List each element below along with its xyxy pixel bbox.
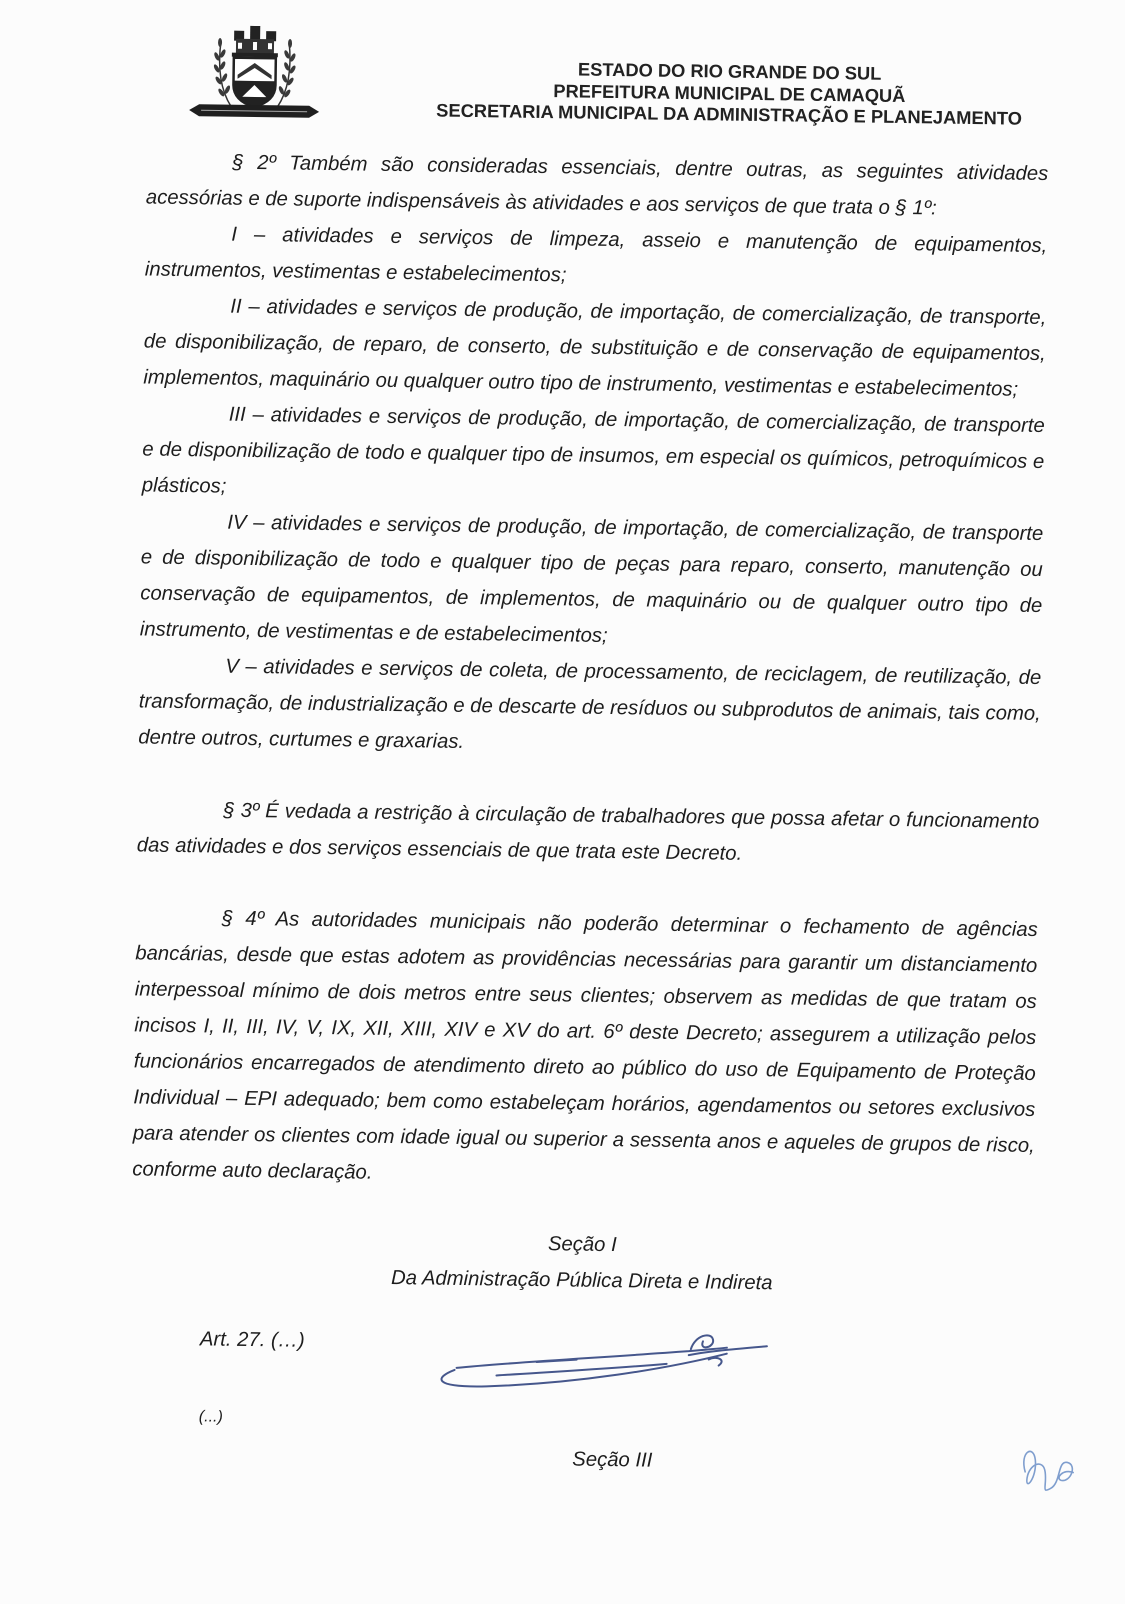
section-i-subtitle: Da Administração Pública Direta e Indireta: [390, 1266, 773, 1295]
crest-wheat-right: [277, 39, 297, 108]
paragraph-item-ii: II – atividades e serviços de produção, de importação, de comercialização, de transporte, de disponibilização, de reparo, de conserto, de substituição e de conservação de equipamentos, implementos, maquinário ou qualquer outro tipo de instrumento, vestimentas e estabelecimentos;: [143, 295, 1047, 401]
letterhead: [409, 56, 1050, 129]
paragraph-item-v: V – atividades e serviços de coleta, de processamento, de reciclagem, de reutilização, de transformação, de industrialização e de descarte de resíduos ou subprodutos de animais, tais como, dentre outros, curtumes e graxarias.: [138, 655, 1042, 753]
letterhead-state: ESTADO DO RIO GRANDE DO SUL: [577, 58, 882, 84]
article-27: Art. 27. (…): [199, 1328, 305, 1352]
signature-mark: [426, 1326, 772, 1403]
coat-of-arms-icon: [189, 22, 320, 124]
paragraph-item-iv: IV – atividades e serviços de produção, de importação, de comercialização, de transporte e de disponibilização de todo e qualquer tipo de peças para reparo, conserto, manutenção ou conservação de equipamentos, de implementos, de maquinário ou de qualquer outro tipo de instrumento, de vestimentas e de estabelecimentos;: [139, 511, 1044, 647]
letterhead-secretariat: SECRETARIA MUNICIPAL DA ADMINISTRAÇÃO E PLANEJAMENTO: [436, 99, 1023, 129]
paragraph-section-2: § 2º Também são consideradas essenciais, dentre outras, as seguintes atividades acessórias e de suporte indispensáveis às atividades e aos serviços de que trata o § 1º:: [145, 151, 1049, 220]
paragraph-section-4: § 4º As autoridades municipais não poderão determinar o fechamento de agências bancárias, desde que estas adotem as providências necessárias para garantir um distanciamento interpessoal mínimo de dois metros entre seus clientes; observem as medidas de que tratam os incisos I, II, III, IV, V, IX, XII, XIII, XIV e XV do art. 6º deste Decreto; assegurem a utilização pelos funcionários encarregados de atendimento direto ao público do uso de Equipamento de Proteção Individual – EPI adequado; bem como estabeleçam horários, agendamentos ou setores exclusivos para atender os clientes com idade igual ou superior a sessenta anos e aqueles de grupos de risco, conforme auto declaração.: [132, 907, 1038, 1184]
section-iii-title: Seção III: [572, 1448, 653, 1472]
scanned-sheet: [110, 13, 1111, 1517]
section-i-title: Seção I: [547, 1233, 617, 1257]
omission-mark: (...): [198, 1408, 223, 1426]
crest-shield: [233, 58, 276, 108]
crest-crown: [232, 26, 278, 58]
initials-mark: [1015, 1438, 1082, 1501]
paragraph-item-iii: III – atividades e serviços de produção, de importação, de comercialização, de transporte e de disponibilização de todo e qualquer tipo de insumos, em especial os químicos, petroquímicos e plásticos;: [141, 403, 1045, 498]
paragraph-section-3: § 3º É vedada a restrição à circulação de trabalhadores que possa afetar o funcionamento das atividades e dos serviços essenciais de que trata este Decreto.: [136, 799, 1040, 865]
letterhead-city-hall: PREFEITURA MUNICIPAL DE CAMAQUÃ: [553, 79, 906, 106]
crest-wheat-left: [212, 38, 232, 107]
section-i-heading: [131, 1220, 1034, 1305]
crest-banner: [189, 104, 319, 118]
paragraph-item-i: I – atividades e serviços de limpeza, asseio e manutenção de equipamentos, instrumentos, vestimentas e estabelecimentos;: [144, 223, 1048, 287]
document-body: [132, 143, 1048, 1199]
